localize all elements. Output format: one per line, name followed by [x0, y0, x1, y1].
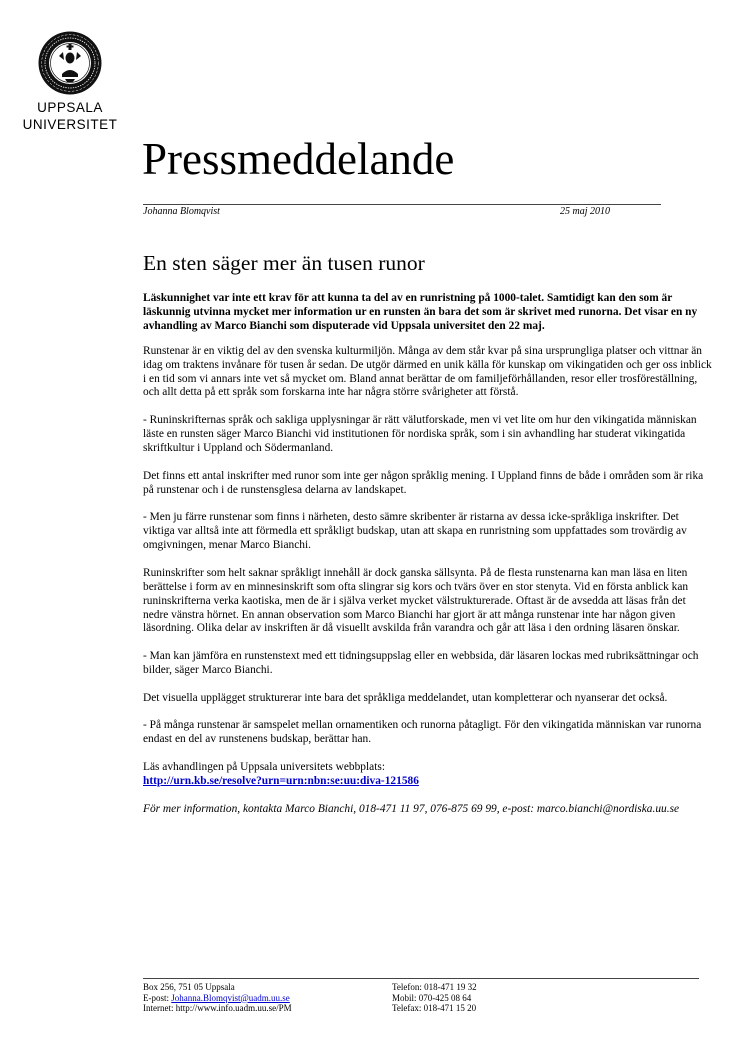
footer-address: Box 256, 751 05 Uppsala [143, 982, 235, 992]
lead-paragraph: Läskunnighet var inte ett krav för att kunna ta del av en runristning på 1000-talet. Samtidigt kan den som är läskunnig utvinna mycket mer information ur en runsten än bara det som är skrivet med runorna. Det visar en ny avhandling av Marco Bianchi som disputerade vid Uppsala universitet den 22 maj. [143, 292, 698, 332]
footer-fax: Telefax: 018-471 15 20 [392, 1003, 477, 1013]
footer-mobile: Mobil: 070-425 08 64 [392, 992, 472, 1003]
footer-contact-right [392, 982, 477, 1014]
university-seal-icon [37, 30, 103, 96]
contact-info: För mer information, kontakta Marco Bianchi, 018-471 11 97, 076-875 69 99, e-post: marco.bianchi@nordiska.uu.se [143, 802, 680, 815]
press-date: 25 maj 2010 [560, 206, 610, 217]
thesis-link[interactable]: http://urn.kb.se/resolve?urn=urn:nbn:se:uu:diva-121586 [143, 774, 419, 787]
read-more-text: Läs avhandlingen på Uppsala universitets webbplats: [143, 761, 385, 774]
read-more [143, 761, 713, 789]
footer-internet: Internet: http://www.info.uadm.uu.se/PM [143, 1003, 292, 1013]
paragraph: Runstenar är en viktig del av den svenska kulturmiljön. Många av dem står kvar på sina ursprungliga platser och vittnar än idag om traktens invånare för tusen år sedan. De utgör därmed en unik källa för kunskap om vikingatiden och ger oss inblick i en tid som vi annars inte vet så mycket om. Bland annat berättar de om familjeförhållanden, resor eller trosföreställning, och allt detta på ett språk som forskarna inte har några större svårigheter att förstå. [143, 344, 712, 399]
footer-email-label: E-post: [143, 992, 172, 1003]
footer-phone: Telefon: 018-471 19 32 [392, 982, 477, 992]
university-logo [0, 30, 140, 133]
university-name [0, 99, 140, 133]
paragraph: - På många runstenar är samspelet mellan ornamentiken och runorna påtagligt. För den vikingatida människan var runorna endast en del av runstenens budskap, berättar han. [143, 719, 702, 746]
author-name: Johanna Blomqvist [143, 206, 220, 217]
university-name-line-2: UNIVERSITET [22, 117, 118, 132]
footer-email-link[interactable]: Johanna.Blomqvist@uadm.uu.se [171, 992, 290, 1003]
paragraph: Det visuella upplägget strukturerar inte bara det språkliga meddelandet, utan kompletterar och nyanserar det också. [143, 691, 668, 704]
footer-email-line [143, 993, 292, 1004]
title-rule [143, 204, 661, 205]
footer-contact-left [143, 982, 292, 1014]
footer-rule [143, 978, 699, 979]
article-body [143, 292, 713, 817]
paragraph: Runinskrifter som helt saknar språkligt innehåll är dock ganska sällsynta. På de flesta runstenarna kan man läsa en liten berättelse i form av en minnesinskrift som ofta slingrar sig kors och tvärs över en stor stenyta. Vid en första anblick kan runinskrifterna verka kaotiska, men de är i själva verket mycket välstrukturerade. Oftast är de avsedda att läsas från det nedre vänstra hörnet. En annan observation som Marco Bianchi har gjort är att många runstenar inte har någon given läsordning. Olika delar av inskriften är då visuellt avskilda från varandra och går att läsa i den ordning läsaren önskar. [143, 566, 689, 635]
paragraph: - Man kan jämföra en runstenstext med ett tidningsuppslag eller en webbsida, där läsaren lockas med rubriksättningar och bilder, säger Marco Bianchi. [143, 650, 699, 677]
paragraph: Det finns ett antal inskrifter med runor som inte ger någon språklig mening. I Uppland finns de både i områden som är rika på runstenar och i de runstensglesa delarna av landskapet. [143, 469, 704, 496]
paragraph: - Men ju färre runstenar som finns i närheten, desto sämre skribenter är ristarna av dessa icke-språkliga inskrifter. Det viktiga var alltså inte att förmedla ett språkligt budskap, utan att skapa en runristning som uppfattades som trovärdig av omgivningen, menar Marco Bianchi. [143, 511, 687, 552]
university-name-line-1: UPPSALA [37, 100, 103, 115]
document-title: Pressmeddelande [142, 134, 455, 184]
paragraph: - Runinskrifternas språk och sakliga upplysningar är rätt välutforskade, men vi vet lite om hur den vikingatida människan läste en runsten säger Marco Bianchi vid institutionen för nordiska språk, som i sin avhandling har studerat vikingatida skriftkultur i Uppland och Södermanland. [143, 414, 697, 454]
headline: En sten säger mer än tusen runor [143, 251, 425, 275]
